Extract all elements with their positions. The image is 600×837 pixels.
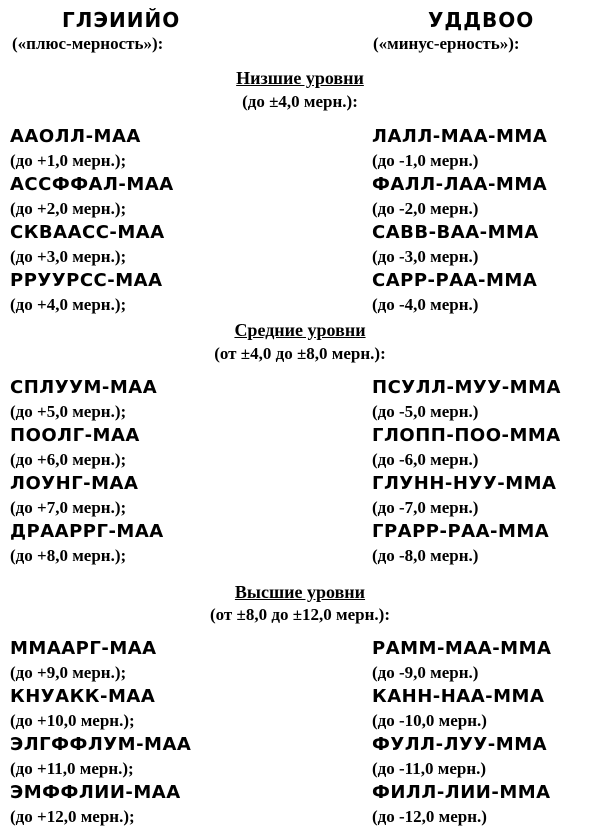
section-range-high: (от ±8,0 до ±12,0 мерн.):: [210, 605, 390, 624]
level-range-minus: (до -8,0 мерн.): [372, 546, 479, 565]
level-range-plus: (до +8,0 мерн.);: [10, 546, 127, 565]
level-name-plus: РРУУРСС-МАА: [10, 270, 163, 291]
level-range-minus: (до -4,0 мерн.): [372, 295, 479, 314]
level-range-plus: (до +1,0 мерн.);: [10, 151, 127, 170]
level-range-minus: (до -7,0 мерн.): [372, 498, 479, 517]
level-range-plus: (до +12,0 мерн.);: [10, 807, 135, 826]
section-title-mid: Средние уровни: [234, 320, 366, 340]
level-range-plus: (до +5,0 мерн.);: [10, 402, 127, 421]
level-name-minus: ФИЛЛ-ЛИИ-ММА: [372, 782, 551, 803]
level-name-plus: ЭМФФЛИИ-МАА: [10, 782, 181, 803]
level-range-minus: (до -9,0 мерн.): [372, 663, 479, 682]
left-column-title: ГЛЭИИЙО: [62, 8, 181, 32]
right-column-title: УДДВОО: [428, 8, 535, 32]
level-range-minus: (до -6,0 мерн.): [372, 450, 479, 469]
level-name-minus: РАММ-МАА-ММА: [372, 638, 552, 659]
section-range-mid: (от ±4,0 до ±8,0 мерн.):: [214, 344, 386, 363]
level-range-plus: (до +6,0 мерн.);: [10, 450, 127, 469]
level-range-minus: (до -2,0 мерн.): [372, 199, 479, 218]
level-name-minus: ГРАРР-РАА-ММА: [372, 521, 550, 542]
level-range-minus: (до -12,0 мерн.): [372, 807, 487, 826]
level-name-plus: ЭЛГФФЛУМ-МАА: [10, 734, 192, 755]
level-range-minus: (до -10,0 мерн.): [372, 711, 487, 730]
level-range-minus: (до -1,0 мерн.): [372, 151, 479, 170]
level-range-plus: (до +7,0 мерн.);: [10, 498, 127, 517]
section-title-low: Низшие уровни: [236, 68, 364, 88]
level-name-plus: ЛОУНГ-МАА: [10, 473, 139, 494]
level-name-minus: САВВ-ВАА-ММА: [372, 222, 539, 243]
level-name-plus: АССФФАЛ-МАА: [10, 174, 174, 195]
level-name-minus: ПСУЛЛ-МУУ-ММА: [372, 377, 561, 398]
left-column-subtitle: («плюс-мерность»):: [12, 34, 164, 53]
right-column-subtitle: («минус-ерность»):: [373, 34, 520, 53]
level-name-plus: ДРААРРГ-МАА: [10, 521, 164, 542]
level-range-plus: (до +3,0 мерн.);: [10, 247, 127, 266]
level-name-plus: СКВААСС-МАА: [10, 222, 165, 243]
level-name-minus: САРР-РАА-ММА: [372, 270, 538, 291]
section-range-low: (до ±4,0 мерн.):: [242, 92, 358, 111]
level-name-plus: КНУАКК-МАА: [10, 686, 156, 707]
section-title-high: Высшие уровни: [234, 582, 366, 602]
level-range-plus: (до +2,0 мерн.);: [10, 199, 127, 218]
level-name-plus: ПООЛГ-МАА: [10, 425, 140, 446]
level-name-minus: ГЛУНН-НУУ-ММА: [372, 473, 557, 494]
level-name-minus: ФАЛЛ-ЛАА-ММА: [372, 174, 548, 195]
level-range-minus: (до -11,0 мерн.): [372, 759, 487, 778]
level-range-plus: (до +9,0 мерн.);: [10, 663, 127, 682]
level-name-plus: ААОЛЛ-МАА: [10, 126, 141, 147]
level-range-plus: (до +4,0 мерн.);: [10, 295, 127, 314]
level-name-minus: ЛАЛЛ-МАА-ММА: [372, 126, 548, 147]
level-name-minus: КАНН-НАА-ММА: [372, 686, 545, 707]
level-range-plus: (до +10,0 мерн.);: [10, 711, 135, 730]
level-name-minus: ФУЛЛ-ЛУУ-ММА: [372, 734, 548, 755]
level-range-minus: (до -5,0 мерн.): [372, 402, 479, 421]
level-name-minus: ГЛОПП-ПОО-ММА: [372, 425, 561, 446]
level-name-plus: ММААРГ-МАА: [10, 638, 157, 659]
level-range-minus: (до -3,0 мерн.): [372, 247, 479, 266]
level-range-plus: (до +11,0 мерн.);: [10, 759, 134, 778]
level-name-plus: СПЛУУМ-МАА: [10, 377, 158, 398]
